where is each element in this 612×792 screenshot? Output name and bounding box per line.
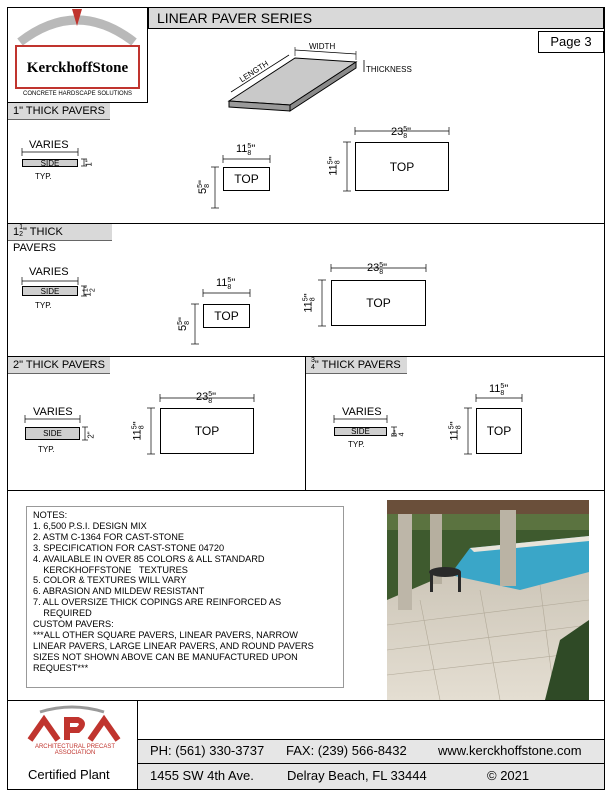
typ-label: TYP. <box>35 172 52 181</box>
dim-whole: 5 <box>196 187 209 194</box>
dim-den: 8 <box>500 390 505 397</box>
dim-num: 5 <box>448 425 456 430</box>
notes-line: ***ALL OTHER SQUARE PAVERS, LINEAR PAVERS, NARROW <box>33 629 298 640</box>
title-whole: 1 <box>13 226 20 238</box>
dim-den: 8 <box>138 425 146 430</box>
dim-num: 3 <box>391 432 399 437</box>
thickness-label: 3 4" <box>391 429 406 437</box>
dim-whole: 5 <box>176 324 189 331</box>
phone: PH: (561) 330-3737 <box>150 743 265 758</box>
top-label: TOP <box>389 159 415 174</box>
notes-line: SIZES NOT SHOWN ABOVE CAN BE MANUFACTURED UPON <box>33 651 298 662</box>
dim-whole: 11 <box>489 383 501 395</box>
dim-den: 4 <box>398 432 406 437</box>
width-dim: 115 8" <box>489 383 509 397</box>
dim-den: 8 <box>183 320 191 325</box>
logo-name: KerckhoffStone <box>26 60 129 76</box>
top-label: TOP <box>486 424 512 438</box>
dim-den: 8 <box>203 183 211 188</box>
notes-line: 2. ASTM C-1364 FOR CAST-STONE <box>33 531 184 542</box>
dim-whole: 11 <box>327 164 340 176</box>
city-address: Delray Beach, FL 33444 <box>287 768 427 783</box>
dim-den: 8 <box>455 425 463 430</box>
notes-line: 5. COLOR & TEXTURES WILL VARY <box>33 575 187 586</box>
small-height-dim: 55 8" <box>196 180 211 194</box>
big-height-dim: 115 8" <box>302 293 317 313</box>
typ-label: TYP. <box>38 445 55 454</box>
dim-num: 5 <box>131 425 139 430</box>
notes-line: 6. ABRASION AND MILDEW RESISTANT <box>33 586 205 597</box>
thickness-label: 1" <box>84 159 94 167</box>
dim-den: 8 <box>227 284 232 291</box>
title-rest: " THICK PAVERS <box>13 226 63 254</box>
notes-line: 7. ALL OVERSIZE THICK COPINGS ARE REINFORCED AS <box>33 597 282 608</box>
dim-num: 5 <box>500 383 505 390</box>
big-height-dim: 115 8" <box>131 421 146 441</box>
copyright: © 2021 <box>487 768 530 783</box>
dim-den: 8 <box>247 150 252 157</box>
website-link[interactable]: www.kerckhoffstone.com <box>438 743 582 758</box>
dim-num: 5 <box>302 297 310 302</box>
section-2in-title: 2" THICK PAVERS <box>8 357 110 374</box>
dim-whole: 11 <box>302 301 315 313</box>
big-width-dim: 235 8" <box>391 126 412 140</box>
dim-whole: 23 <box>196 391 209 403</box>
dim-den: 8 <box>208 398 213 405</box>
iso-width-label: WIDTH <box>309 42 336 51</box>
apa-sub-2: ASSOCIATION <box>54 750 96 756</box>
dim-den: 8 <box>379 269 384 276</box>
dim-num: 5 <box>403 126 408 133</box>
notes-line: LINEAR PAVERS, LARGE LINEAR PAVERS, AND ROUND PAVERS <box>33 640 314 651</box>
page-number: Page 3 <box>538 31 604 53</box>
title-rest: " THICK PAVERS <box>314 359 401 371</box>
notes-line: NOTES: <box>33 510 68 520</box>
varies-label: VARIES <box>29 266 69 278</box>
apa-sub-1: ARCHITECTURAL PRECAST <box>34 744 116 750</box>
dim-num: 5 <box>247 143 252 150</box>
top-label: TOP <box>234 172 259 186</box>
fax: FAX: (239) 566-8432 <box>286 743 407 758</box>
certified-plant: Certified Plant <box>28 767 110 782</box>
height-dim: 115 8" <box>448 421 463 441</box>
dim-num: 5 <box>379 262 384 269</box>
iso-thickness-label: THICKNESS <box>366 65 412 74</box>
dim-whole: 11 <box>236 143 248 155</box>
notes-line: 1. 6,500 P.S.I. DESIGN MIX <box>33 520 147 531</box>
logo-tagline: CONCRETE HARDSCAPE SOLUTIONS <box>22 91 133 97</box>
dim-num: 5 <box>327 160 335 165</box>
notes-line: CUSTOM PAVERS: <box>33 619 114 630</box>
dim-den: 2 <box>89 288 97 293</box>
notes-line: 3. SPECIFICATION FOR CAST-STONE 04720 <box>33 542 225 553</box>
frac-num: 3 <box>311 357 315 364</box>
top-label: TOP <box>214 309 239 323</box>
varies-label: VARIES <box>33 406 73 418</box>
thickness-label: 2" <box>86 431 96 439</box>
notes-line: REQUIRED <box>33 608 92 619</box>
dim-whole: 1 <box>83 292 93 297</box>
dim-num: 5 <box>176 320 184 325</box>
varies-label: VARIES <box>342 406 382 418</box>
dim-den: 8 <box>309 297 317 302</box>
big-width-dim: 235 8" <box>367 262 388 276</box>
dim-whole: 23 <box>391 126 404 138</box>
varies-label: VARIES <box>29 139 69 151</box>
thickness-label: 11 2" <box>82 285 97 297</box>
small-width-dim: 115 8" <box>216 277 236 291</box>
small-height-dim: 55 8" <box>176 317 191 331</box>
dim-den: 8 <box>403 133 408 140</box>
frac-den: 4 <box>311 364 315 371</box>
notes-line: KERCKHOFFSTONE TEXTURES <box>33 564 188 575</box>
frac-num: 1 <box>19 224 24 231</box>
frac-den: 2 <box>19 231 24 238</box>
small-width-dim: 115 8" <box>236 143 256 157</box>
side-label: SIDE <box>43 429 62 438</box>
typ-label: TYP. <box>348 440 365 449</box>
dim-whole: 11 <box>216 277 228 289</box>
dim-whole: 11 <box>131 429 144 441</box>
top-label: TOP <box>366 296 391 310</box>
side-label: SIDE <box>40 286 60 296</box>
section-1in-title: 1" THICK PAVERS <box>8 103 110 120</box>
iso-length-label: LENGTH <box>237 58 271 85</box>
dim-num: 5 <box>227 277 232 284</box>
street-address: 1455 SW 4th Ave. <box>150 768 254 783</box>
dim-den: 8 <box>334 160 342 165</box>
notes-line: REQUEST*** <box>33 662 89 673</box>
side-label: SIDE <box>351 427 370 436</box>
side-label: SIDE <box>40 158 60 168</box>
big-height-dim: 115 8" <box>327 156 342 176</box>
page-title: LINEAR PAVER SERIES <box>148 7 604 29</box>
dim-whole: 23 <box>367 262 380 274</box>
dim-num: 5 <box>208 391 213 398</box>
dim-num: 1 <box>82 288 90 293</box>
top-label: TOP <box>194 424 220 438</box>
notes-line: 4. AVAILABLE IN OVER 85 COLORS & ALL STANDARD <box>33 553 265 564</box>
typ-label: TYP. <box>35 301 52 310</box>
big-width-dim: 235 8" <box>196 391 217 405</box>
dim-whole: 11 <box>448 429 461 441</box>
dim-num: 5 <box>196 183 204 188</box>
